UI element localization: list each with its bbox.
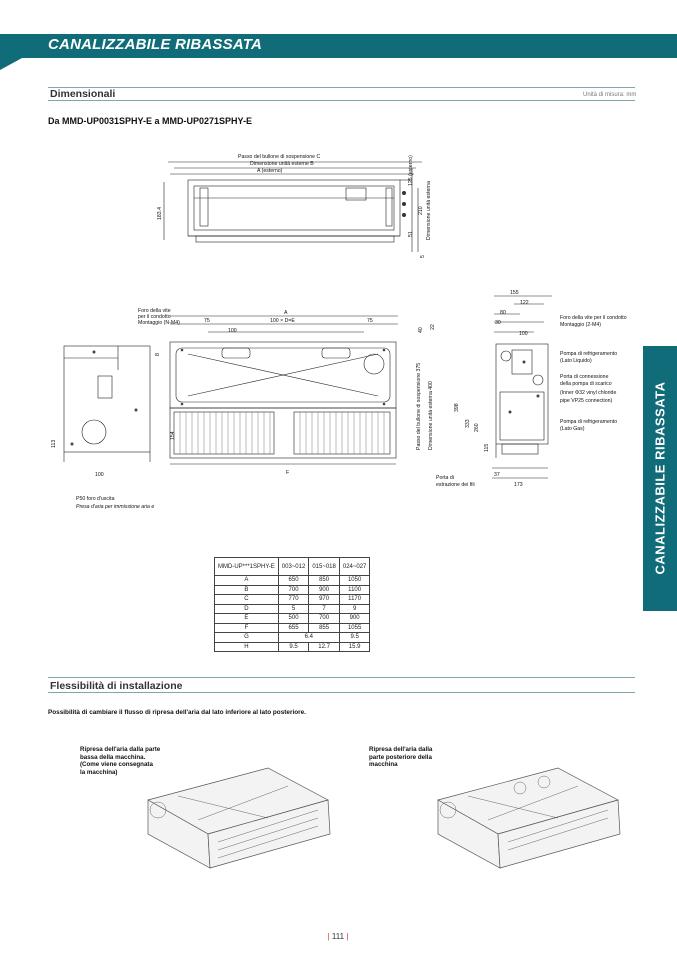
caption-left-line: Ripresa dell'aria dalla parte bbox=[80, 746, 161, 753]
outlet-label: P50 foro d'uscita bbox=[76, 496, 115, 502]
dim-115: 115 bbox=[484, 443, 490, 452]
dim-top-left: 183.4 bbox=[157, 207, 163, 220]
caption-left-line: bassa della macchina. bbox=[80, 753, 146, 761]
table-header-cell: 024~027 bbox=[339, 558, 370, 576]
page-marker-left: | bbox=[327, 932, 330, 941]
dim-formula: 100 × D=E bbox=[270, 318, 295, 324]
caption-right-line: macchina bbox=[369, 761, 398, 768]
table-cell: 9.5 bbox=[278, 642, 309, 652]
label-drain-4: pipe VP25 connection) bbox=[560, 398, 613, 404]
label-drain-1: Porta di connessione bbox=[560, 374, 609, 380]
table-cell: G bbox=[215, 633, 279, 643]
caption-left-line: la macchina) bbox=[80, 768, 118, 776]
table-cell: E bbox=[215, 614, 279, 624]
page-number bbox=[328, 932, 349, 941]
caption-right-line: parte posteriore della bbox=[369, 753, 432, 761]
table-header-row bbox=[215, 558, 370, 576]
dim-210: 210 bbox=[418, 206, 424, 215]
table-header-cell: 015~018 bbox=[309, 558, 340, 576]
label-a-ext: A (esterno) bbox=[257, 168, 283, 174]
table-cell: 1170 bbox=[339, 595, 370, 605]
label-holes-right-2: Montaggio (2-M4) bbox=[560, 322, 601, 328]
label-drain-2: della pompa di scarico bbox=[560, 381, 612, 387]
dim-173: 173 bbox=[514, 482, 523, 488]
flex-description: Possibilità di cambiare il flusso di ripresa dell'aria dal lato inferiore al lato posteriore. bbox=[48, 709, 306, 716]
table-row bbox=[215, 642, 370, 652]
dim-a: A bbox=[284, 310, 288, 316]
front-view-drawing bbox=[164, 312, 414, 478]
table-cell: C bbox=[215, 595, 279, 605]
table-cell: 1050 bbox=[339, 576, 370, 586]
table-cell: H bbox=[215, 642, 279, 652]
page-title: CANALIZZABILE RIBASSATA bbox=[48, 36, 263, 53]
label-liquid-2: (Lato Liquido) bbox=[560, 358, 592, 364]
dim-80: 80 bbox=[500, 310, 506, 316]
label-pitch-375: Passo del bullone di sospensione 375 bbox=[416, 362, 422, 450]
table-cell: A bbox=[215, 576, 279, 586]
dim-260: 260 bbox=[474, 423, 480, 432]
dim-5: 5 bbox=[420, 255, 426, 258]
page-number-value: 111 bbox=[331, 932, 345, 941]
table-cell: 5 bbox=[278, 604, 309, 614]
spec-table bbox=[214, 557, 370, 652]
section-rule-flex bbox=[48, 692, 635, 693]
table-cell: 900 bbox=[339, 614, 370, 624]
section-title-flex: Flessibilità di installazione bbox=[50, 680, 183, 692]
table-row bbox=[215, 576, 370, 586]
dim-ext-note: Dimensione unità esterna bbox=[426, 181, 432, 240]
dim-f: F bbox=[286, 470, 290, 476]
label-gas-2: (Lato Gas) bbox=[560, 426, 585, 432]
table-cell: 1055 bbox=[339, 623, 370, 633]
table-cell: 700 bbox=[309, 614, 340, 624]
label-holes-left-1: Foro della vite bbox=[138, 308, 171, 314]
dim-113: 113 bbox=[51, 439, 57, 448]
caption-right-line: Ripresa dell'aria dalla bbox=[369, 746, 433, 753]
dim-100-side: 100 bbox=[519, 331, 528, 337]
table-cell: 12.7 bbox=[309, 642, 340, 652]
table-header-cell: MMD-UP***1SPHY-E bbox=[215, 558, 279, 576]
dim-75-left: 75 bbox=[204, 318, 210, 324]
table-row bbox=[215, 623, 370, 633]
side-tab-label: CANALIZZABILE RIBASSATA bbox=[652, 381, 668, 575]
table-cell: 855 bbox=[309, 623, 340, 633]
section-rule bbox=[48, 100, 635, 101]
caption-left-line: (Come viene consegnata bbox=[80, 761, 153, 768]
label-holes-left-2: per il condotto bbox=[138, 314, 171, 320]
table-cell: 500 bbox=[278, 614, 309, 624]
table-cell: 1100 bbox=[339, 585, 370, 595]
table-cell: 15.9 bbox=[339, 642, 370, 652]
dim-333: 333 bbox=[465, 419, 471, 428]
label-pitch-c: Passo del bullone di sospensione C bbox=[238, 154, 321, 160]
dim-155: 155 bbox=[510, 290, 519, 296]
dim-398: 398 bbox=[454, 403, 460, 412]
dim-75-right: 75 bbox=[367, 318, 373, 324]
table-cell: 700 bbox=[278, 585, 309, 595]
label-liquid-1: Pompa di refrigeramento bbox=[560, 351, 618, 357]
dim-100-bottom: 100 bbox=[95, 472, 104, 478]
units-note: Unità di misura: mm bbox=[583, 92, 637, 98]
label-dim-b: Dimensione unità esterne B bbox=[250, 161, 314, 167]
table-row bbox=[215, 604, 370, 614]
table-row bbox=[215, 585, 370, 595]
dim-154: 154 bbox=[170, 431, 176, 440]
unit-illustration-bottom-intake bbox=[118, 760, 340, 878]
section-rule-top bbox=[48, 87, 635, 88]
table-cell: 850 bbox=[309, 576, 340, 586]
label-drain-3: (Inner Φ32 vinyl chloride bbox=[560, 390, 617, 396]
table-row bbox=[215, 614, 370, 624]
table-cell: B bbox=[215, 585, 279, 595]
table-row bbox=[215, 633, 370, 643]
dim-100: 100 bbox=[228, 328, 237, 334]
dim-125: 125 (esterno) bbox=[408, 155, 414, 186]
outlet-sub: Presa d'aria per immissione aria e bbox=[76, 504, 155, 510]
dim-22: 22 bbox=[430, 324, 436, 330]
dim-51: 51 bbox=[408, 231, 414, 237]
label-holes-right-1: Foro della vite per il condotto bbox=[560, 315, 627, 321]
table-row bbox=[215, 595, 370, 605]
table-cell: 7 bbox=[309, 604, 340, 614]
table-cell: 770 bbox=[278, 595, 309, 605]
banner-notch bbox=[0, 58, 22, 70]
dim-122: 122 bbox=[520, 300, 529, 306]
model-range-title: Da MMD-UP0031SPHY-E a MMD-UP0271SPHY-E bbox=[48, 116, 253, 126]
table-cell: 655 bbox=[278, 623, 309, 633]
inlet-panel-drawing bbox=[58, 340, 160, 470]
page-marker-right: | bbox=[346, 932, 349, 941]
unit-illustration-rear-intake bbox=[408, 760, 630, 878]
table-cell: 9.5 bbox=[339, 633, 370, 643]
table-cell: F bbox=[215, 623, 279, 633]
label-gas-1: Pompa di refrigeramento bbox=[560, 419, 618, 425]
table-cell: 6.4 bbox=[278, 633, 339, 643]
dim-40: 40 bbox=[418, 327, 424, 333]
table-cell: 650 bbox=[278, 576, 309, 586]
table-cell: D bbox=[215, 604, 279, 614]
dim-37: 37 bbox=[494, 472, 500, 478]
label-ext-400: Dimensione unità esterna 400 bbox=[428, 381, 434, 450]
table-header-cell: 003~012 bbox=[278, 558, 309, 576]
section-title-dimensions: Dimensionali bbox=[50, 88, 116, 100]
section-rule-flex-top bbox=[48, 677, 635, 678]
dim-8: 8 bbox=[155, 353, 161, 356]
label-wire-1: Porta di bbox=[436, 475, 454, 481]
label-wire-2: estrazione dei fili bbox=[436, 482, 475, 488]
table-cell: 9 bbox=[339, 604, 370, 614]
dim-30: 30 bbox=[495, 320, 501, 326]
table-cell: 900 bbox=[309, 585, 340, 595]
table-cell: 970 bbox=[309, 595, 340, 605]
label-holes-left-3: Montaggio (N-M4) bbox=[138, 320, 180, 326]
